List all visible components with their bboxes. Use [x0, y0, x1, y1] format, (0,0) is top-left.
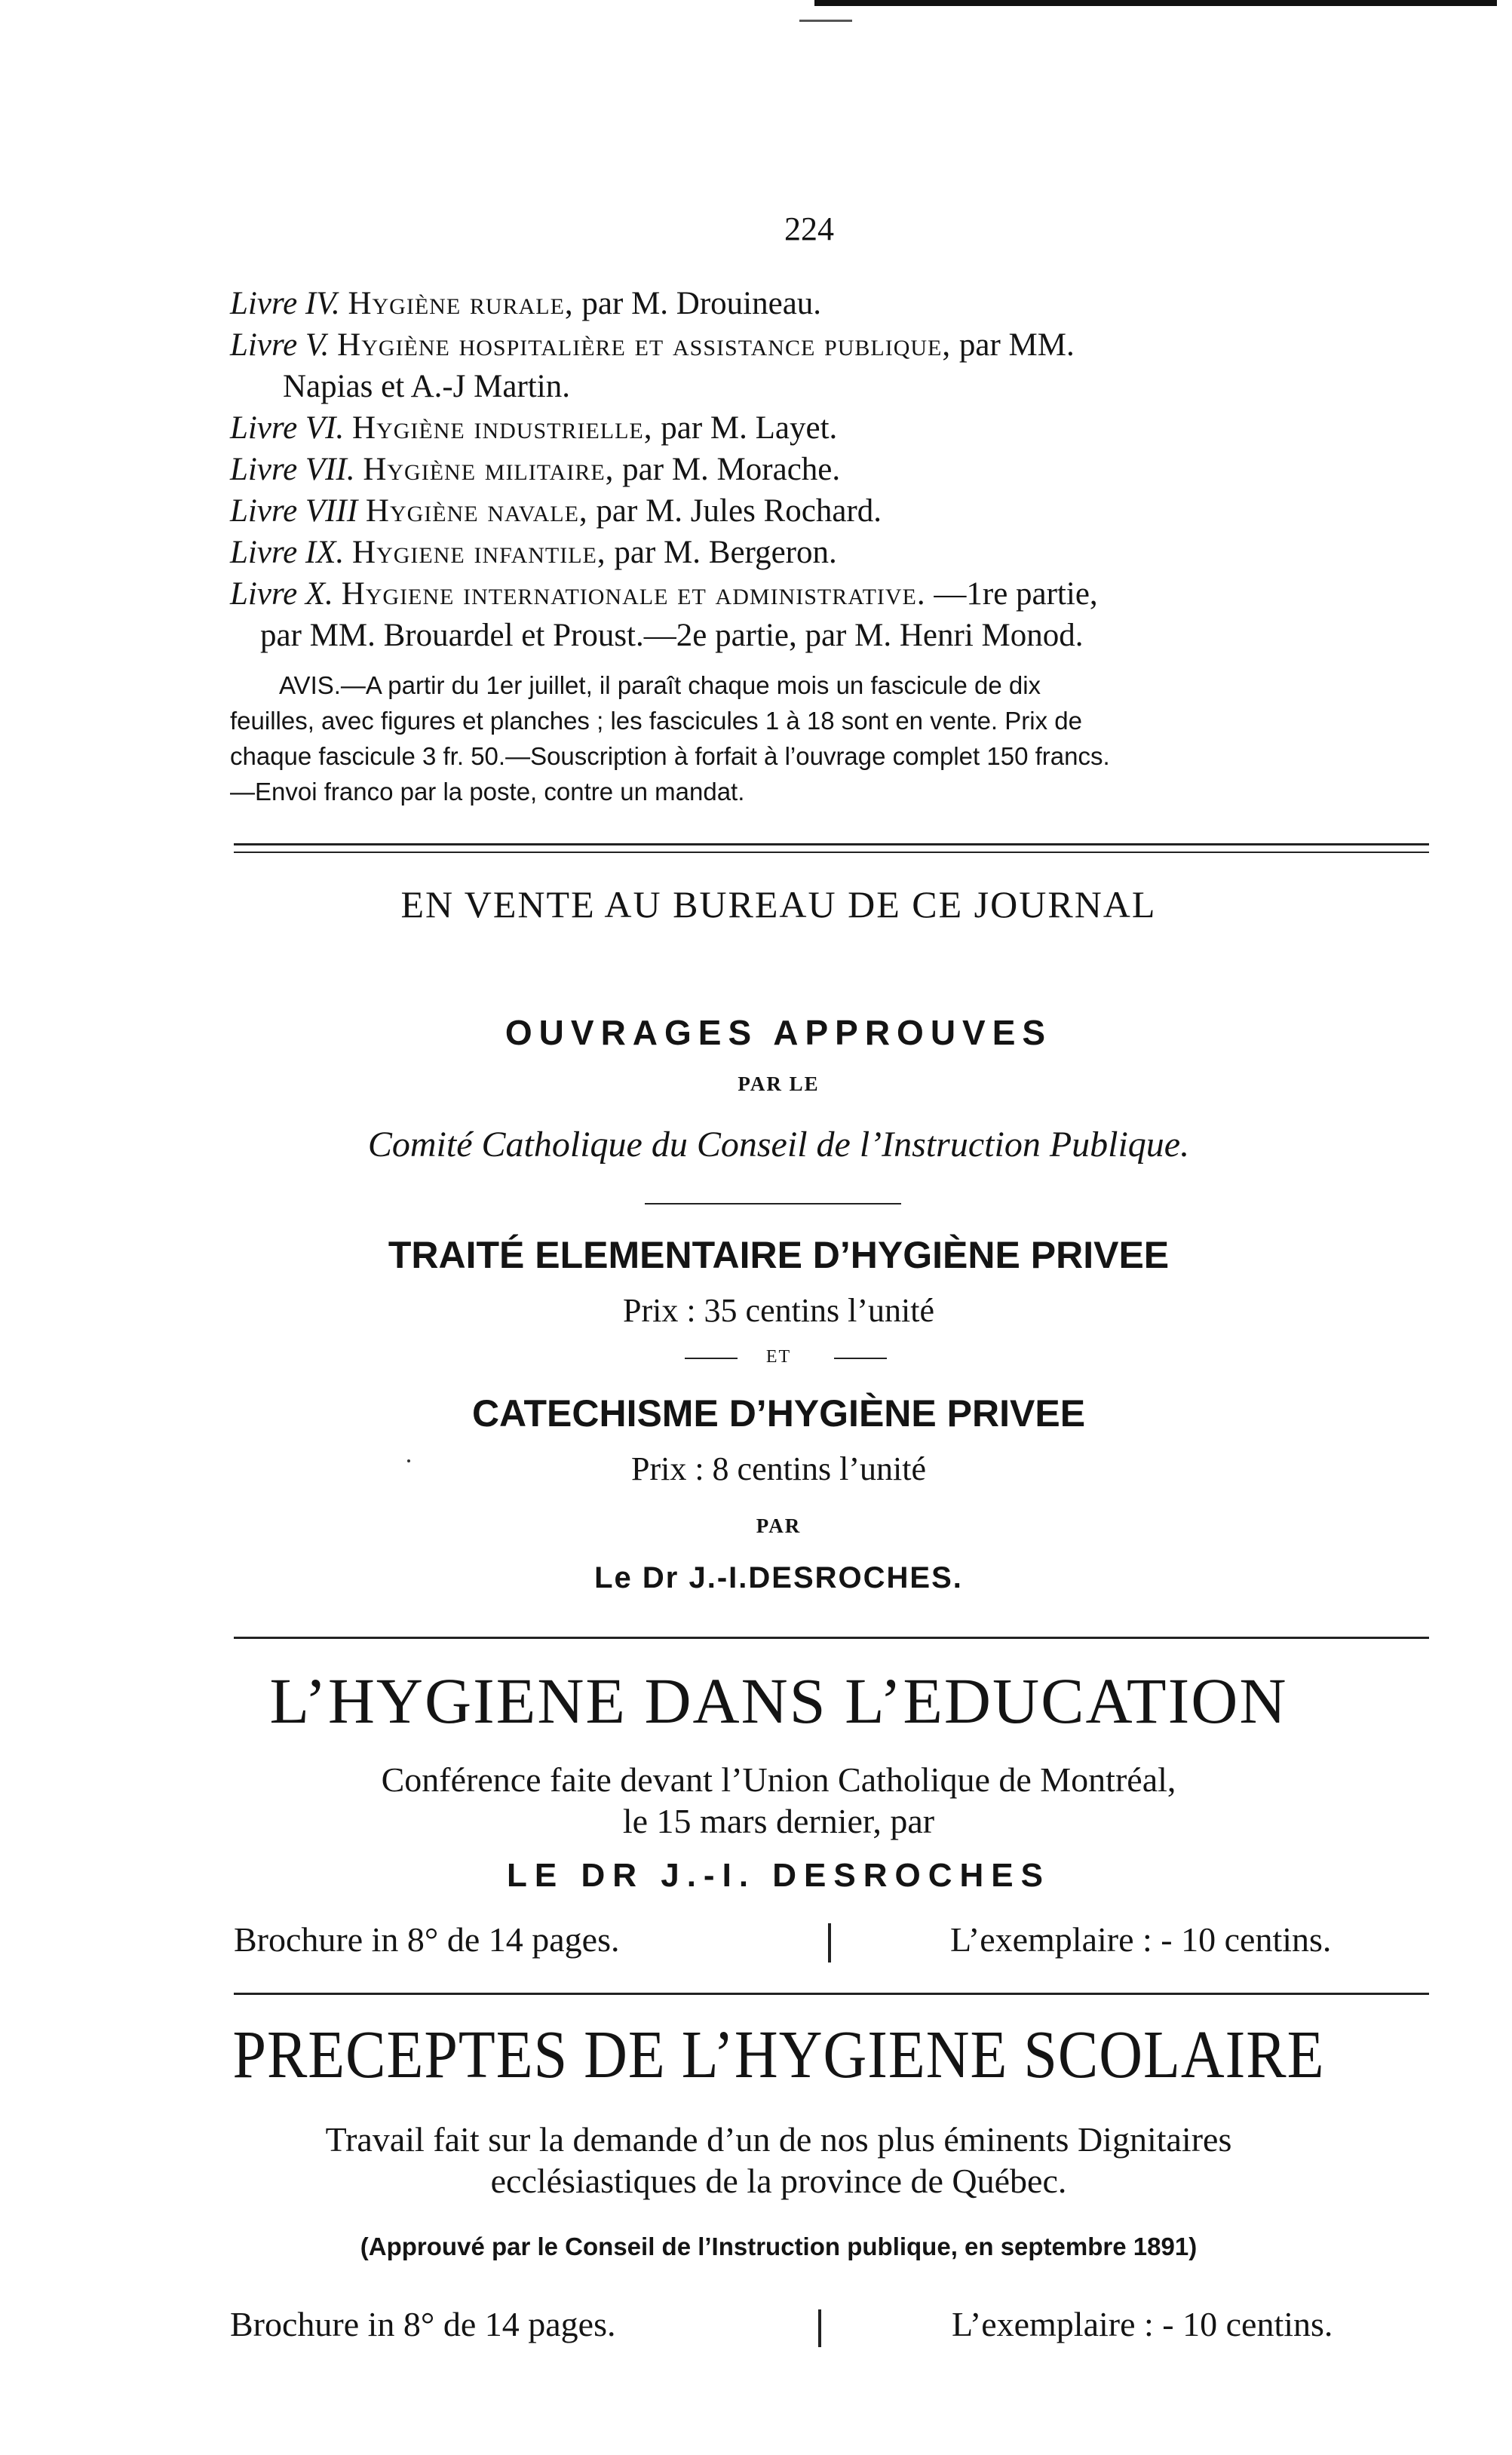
livre-author: par M. Drouineau. — [581, 286, 822, 321]
conference-desc-2: le 15 mars dernier, par — [622, 1802, 935, 1840]
brochure-info-2: Brochure in 8° de 14 pages. — [230, 2305, 616, 2343]
avis-line-3: chaque fascicule 3 fr. 50.—Souscription à forfait à l’ouvrage complet 150 francs. — [230, 742, 1110, 770]
livre-label: Livre IV. — [230, 286, 340, 321]
et-rule-right — [834, 1358, 887, 1359]
book-catechisme-price: Prix : 8 centins l’unité — [630, 1450, 927, 1487]
divider-double-top — [234, 843, 1429, 845]
livre-author: Napias et A.-J Martin. — [283, 369, 570, 404]
en-vente-header: EN VENTE AU BUREAU DE CE JOURNAL — [400, 883, 1157, 925]
vertical-separator-1 — [828, 1923, 831, 1962]
avis-line-4: —Envoi franco par la poste, contre un mandat. — [230, 778, 745, 806]
preceptes-desc-2: ecclésiastiques de la province de Québec. — [490, 2162, 1067, 2200]
livre-title: Hygiene infantile, — [352, 535, 606, 570]
book-traite-title: TRAITÉ ELEMENTAIRE D’HYGIÈNE PRIVEE — [388, 1234, 1170, 1276]
price-info-1: L’exemplaire : - 10 centins. — [950, 1920, 1332, 1959]
livre-x-continued — [260, 615, 1084, 657]
author-desroches: Le Dr J.-I.DESROCHES. — [594, 1561, 963, 1594]
livre-author: —1re partie, — [934, 576, 1098, 612]
livre-author: par M. Layet. — [661, 410, 838, 446]
livre-label: Livre V. — [230, 327, 330, 363]
livre-viii — [230, 490, 882, 532]
vertical-separator-2 — [818, 2309, 821, 2347]
livre-author: par M. Morache. — [622, 452, 841, 487]
livre-label: Livre IX. — [230, 535, 345, 570]
scan-border-top — [814, 0, 1497, 6]
avis-line-2: feuilles, avec figures et planches ; les fascicules 1 à 18 sont en vente. Prix de — [230, 707, 1082, 735]
livre-author: par M. Jules Rochard. — [596, 493, 882, 529]
livre-label: Livre VIII — [230, 493, 358, 529]
scan-mark — [799, 20, 852, 22]
book-traite-price: Prix : 35 centins l’unité — [622, 1292, 935, 1329]
preceptes-desc-1: Travail fait sur la demande d’un de nos plus éminents Dignitaires — [325, 2120, 1232, 2159]
livre-x — [230, 573, 1098, 615]
livre-author: par MM. Brouardel et Proust.—2e partie, par M. Henri Monod. — [260, 618, 1084, 653]
avis-line-1: AVIS.—A partir du 1er juillet, il paraît chaque mois un fascicule de dix — [279, 671, 1041, 699]
livre-label: Livre VII. — [230, 452, 355, 487]
approval-note: (Approuvé par le Conseil de l’Instruction publique, en septembre 1891) — [360, 2233, 1198, 2260]
ouvrages-approuves-title: OUVRAGES APPROUVES — [505, 1013, 1053, 1052]
section-divider-2 — [234, 1993, 1429, 1995]
livre-vii — [230, 449, 840, 491]
price-info-2: L’exemplaire : - 10 centins. — [952, 2305, 1333, 2343]
livre-title: Hygiène industrielle, — [352, 410, 653, 446]
livre-title: Hygiène navale, — [365, 493, 588, 529]
section-divider-1 — [234, 1637, 1429, 1639]
preceptes-title: PRECEPTES DE L’HYGIENE SCOLAIRE — [232, 2018, 1325, 2093]
committee-name: Comité Catholique du Conseil de l’Instruction Publique. — [367, 1125, 1190, 1165]
livre-title: Hygiène hospitalière et assistance publique, — [337, 327, 952, 363]
conference-desc-1: Conférence faite devant l’Union Catholique de Montréal, — [381, 1760, 1176, 1799]
et-separator: ET — [765, 1347, 792, 1367]
author-desroches-2: LE DR J.-I. DESROCHES — [507, 1857, 1050, 1894]
livre-title: Hygiène militaire, — [363, 452, 615, 487]
livre-title: Hygiene internationale et administrative. — [341, 576, 926, 612]
scan-speck — [407, 1459, 410, 1462]
page-number: 224 — [784, 210, 834, 247]
brochure-info-1: Brochure in 8° de 14 pages. — [234, 1920, 620, 1959]
livre-author: par M. Bergeron. — [614, 535, 837, 570]
livre-vi — [230, 407, 837, 450]
livre-label: Livre X. — [230, 576, 333, 612]
par-le-label: PAR LE — [738, 1073, 820, 1095]
livre-v — [230, 324, 1075, 367]
livre-label: Livre VI. — [230, 410, 345, 446]
par-label: PAR — [756, 1514, 802, 1537]
hygiene-education-title: L’HYGIENE DANS L’EDUCATION — [269, 1665, 1288, 1737]
livre-iv — [230, 283, 821, 325]
divider-double-bottom — [234, 852, 1429, 853]
livre-v-continued — [283, 366, 570, 408]
livre-title: Hygiène rurale, — [348, 286, 574, 321]
book-catechisme-title: CATECHISME D’HYGIÈNE PRIVEE — [471, 1392, 1086, 1435]
short-divider — [645, 1203, 901, 1204]
livre-ix — [230, 532, 837, 574]
livre-author: par MM. — [958, 327, 1075, 363]
